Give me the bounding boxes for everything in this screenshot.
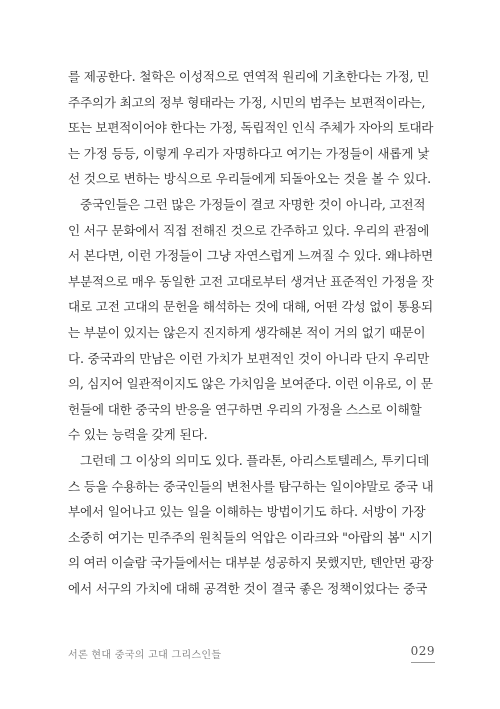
text-line: 를 제공한다. 철학은 이성적으로 연역적 원리에 기초한다는 가정, 민 (68, 69, 430, 84)
text-line: 대로 고전 고대의 문헌을 해석하는 것에 대해, 어떤 각성 없이 통용되 (68, 299, 433, 315)
running-head: 서론 현대 중국의 고대 그리스인들 (68, 650, 222, 661)
text-line: 는 부분이 있지는 않은지 진지하게 생각해본 적이 거의 없기 때문이 (68, 324, 426, 340)
text-line: 선 것으로 변하는 방식으로 우리들에게 되돌아오는 것을 볼 수 있다. (68, 171, 431, 187)
text-line: 헌들에 대한 중국의 반응을 연구하면 우리의 가정을 스스로 이해할 (68, 401, 422, 417)
paragraph (68, 64, 435, 192)
page-footer (68, 644, 435, 664)
text-line: 중국인들은 그런 많은 가정들이 결코 자명한 것이 아니라, 고전적 (80, 196, 426, 212)
text-line: 수 있는 능력을 갖게 된다. (68, 427, 208, 443)
text-line: 스 등을 수용하는 중국인들의 변천사를 탐구하는 일이야말로 중국 내 (68, 478, 434, 494)
text-line: 인 서구 문화에서 직접 전해진 것으로 간주하고 있다. 우리의 관점에 (68, 222, 430, 238)
text-line: 소중히 여기는 민주주의 원칙들의 억압은 이라크와 "아랍의 봄" 시기 (68, 529, 433, 545)
text-line: 에서 서구의 가치에 대해 공격한 것이 결국 좋은 정책이었다는 중국 (68, 580, 428, 596)
text-line: 서 본다면, 이런 가정들이 그냥 자연스럽게 느껴질 수 있다. 왜냐하면 (68, 248, 433, 264)
text-line: 부분적으로 매우 동일한 고전 고대로부터 생겨난 표준적인 가정을 잣 (68, 273, 434, 289)
text-line: 부에서 일어나고 있는 일을 이해하는 방법이기도 하다. 서방이 가장 (68, 504, 426, 520)
page-number: 029 (410, 644, 435, 658)
text-line: 다. 중국과의 만남은 이런 가치가 보편적인 것이 아니라 단지 우리만 (68, 350, 430, 366)
page-number-rule (411, 662, 435, 663)
text-line: 의, 심지어 일관적이지도 않은 가치임을 보여준다. 이런 이유로, 이 문 (68, 376, 433, 392)
text-line: 주주의가 최고의 정부 형태라는 가정, 시민의 범주는 보편적이라는, (68, 94, 426, 110)
paragraph (68, 192, 435, 448)
text-line: 는 가정 등등, 이렇게 우리가 자명하다고 여기는 가정들이 새롭게 낯 (68, 145, 430, 161)
text-line: 또는 보편적이어야 한다는 가정, 독립적인 인식 주체가 자아의 토대라 (68, 120, 434, 136)
text-line: 의 여러 이슬람 국가들에서는 대부분 성공하지 못했지만, 톈안먼 광장 (68, 555, 434, 571)
paragraph (68, 448, 435, 602)
body-text (68, 64, 435, 601)
text-line: 그런데 그 이상의 의미도 있다. 플라톤, 아리스토텔레스, 투키디데 (80, 452, 430, 468)
